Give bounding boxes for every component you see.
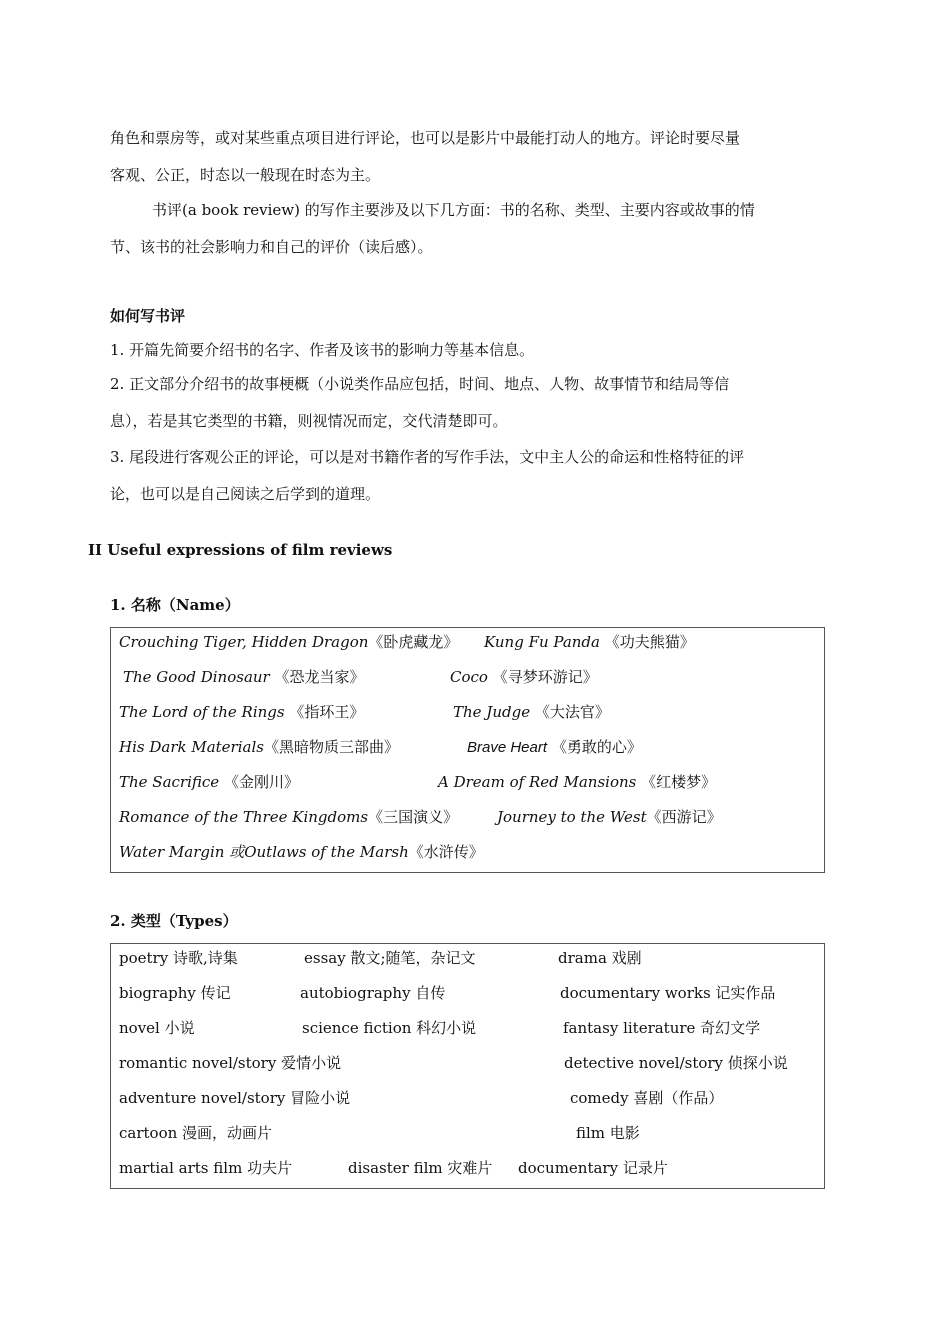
type-entry: film 电影 <box>576 1124 640 1142</box>
type-entry: science fiction 科幻小说 <box>302 1019 477 1037</box>
name-entry: His Dark Materials《黑暗物质三部曲》 <box>119 738 399 756</box>
type-entry: poetry 诗歌,诗集 <box>119 949 238 967</box>
type-entry: novel 小说 <box>119 1019 195 1037</box>
how-to-item-3a: 3. 尾段进行客观公正的评论，可以是对书籍作者的写作手法，文中主人公的命运和性格特征的评 <box>110 448 745 466</box>
name-entry: Romance of the Three Kingdoms《三国演义》 <box>119 808 459 826</box>
type-entry: cartoon 漫画，动画片 <box>119 1124 273 1142</box>
names-table <box>110 627 825 873</box>
type-entry: comedy 喜剧（作品） <box>570 1089 724 1107</box>
name-entry: The Judge 《大法官》 <box>453 703 610 721</box>
name-entry: Crouching Tiger, Hidden Dragon《卧虎藏龙》 <box>119 633 459 651</box>
type-entry: disaster film 灾难片 <box>348 1159 493 1177</box>
type-entry: essay 散文;随笔，杂记文 <box>304 949 476 967</box>
name-entry: A Dream of Red Mansions 《红楼梦》 <box>438 773 717 791</box>
intro-line-4: 节、该书的社会影响力和自己的评价（读后感）。 <box>110 238 433 256</box>
name-entry: The Lord of the Rings 《指环王》 <box>119 703 365 721</box>
section-title: II Useful expressions of film reviews <box>88 541 393 559</box>
how-to-item-2a: 2. 正文部分介绍书的故事梗概（小说类作品应包括，时间、地点、人物、故事情节和结局等信 <box>110 375 730 393</box>
type-entry: autobiography 自传 <box>300 984 446 1002</box>
type-entry: documentary works 记实作品 <box>560 984 776 1002</box>
how-to-item-1: 1. 开篇先简要介绍书的名字、作者及该书的影响力等基本信息。 <box>110 341 535 359</box>
intro-line-2: 客观、公正，时态以一般现在时态为主。 <box>110 166 381 184</box>
names-heading: 1. 名称（Name） <box>110 596 240 614</box>
intro-line-1: 角色和票房等，或对某些重点项目进行评论，也可以是影片中最能打动人的地方。评论时要尽量 <box>110 129 741 147</box>
type-entry: romantic novel/story 爱情小说 <box>119 1054 342 1072</box>
type-entry: martial arts film 功夫片 <box>119 1159 293 1177</box>
name-entry: Kung Fu Panda 《功夫熊猫》 <box>484 633 695 651</box>
name-entry: Journey to the West《西游记》 <box>497 808 722 826</box>
type-entry: adventure novel/story 冒险小说 <box>119 1089 351 1107</box>
how-to-item-3b: 论，也可以是自己阅读之后学到的道理。 <box>110 485 381 503</box>
type-entry: detective novel/story 侦探小说 <box>564 1054 788 1072</box>
how-to-heading: 如何写书评 <box>110 307 186 325</box>
types-heading: 2. 类型（Types） <box>110 912 238 930</box>
name-entry: The Good Dinosaur 《恐龙当家》 <box>123 668 365 686</box>
types-table <box>110 943 825 1189</box>
type-entry: fantasy literature 奇幻文学 <box>563 1019 761 1037</box>
name-entry: Water Margin 或Outlaws of the Marsh《水浒传》 <box>119 843 484 861</box>
type-entry: drama 戏剧 <box>558 949 642 967</box>
type-entry: documentary 记录片 <box>518 1159 668 1177</box>
how-to-item-2b: 息），若是其它类型的书籍，则视情况而定，交代清楚即可。 <box>110 412 508 430</box>
type-entry: biography 传记 <box>119 984 231 1002</box>
name-entry: Coco 《寻梦环游记》 <box>450 668 598 686</box>
name-entry: The Sacrifice 《金刚川》 <box>119 773 299 791</box>
name-entry: Brave Heart 《勇敢的心》 <box>467 738 642 756</box>
intro-line-3: 书评(a book review) 的写作主要涉及以下几方面：书的名称、类型、主要内容或故事的情 <box>152 201 755 219</box>
